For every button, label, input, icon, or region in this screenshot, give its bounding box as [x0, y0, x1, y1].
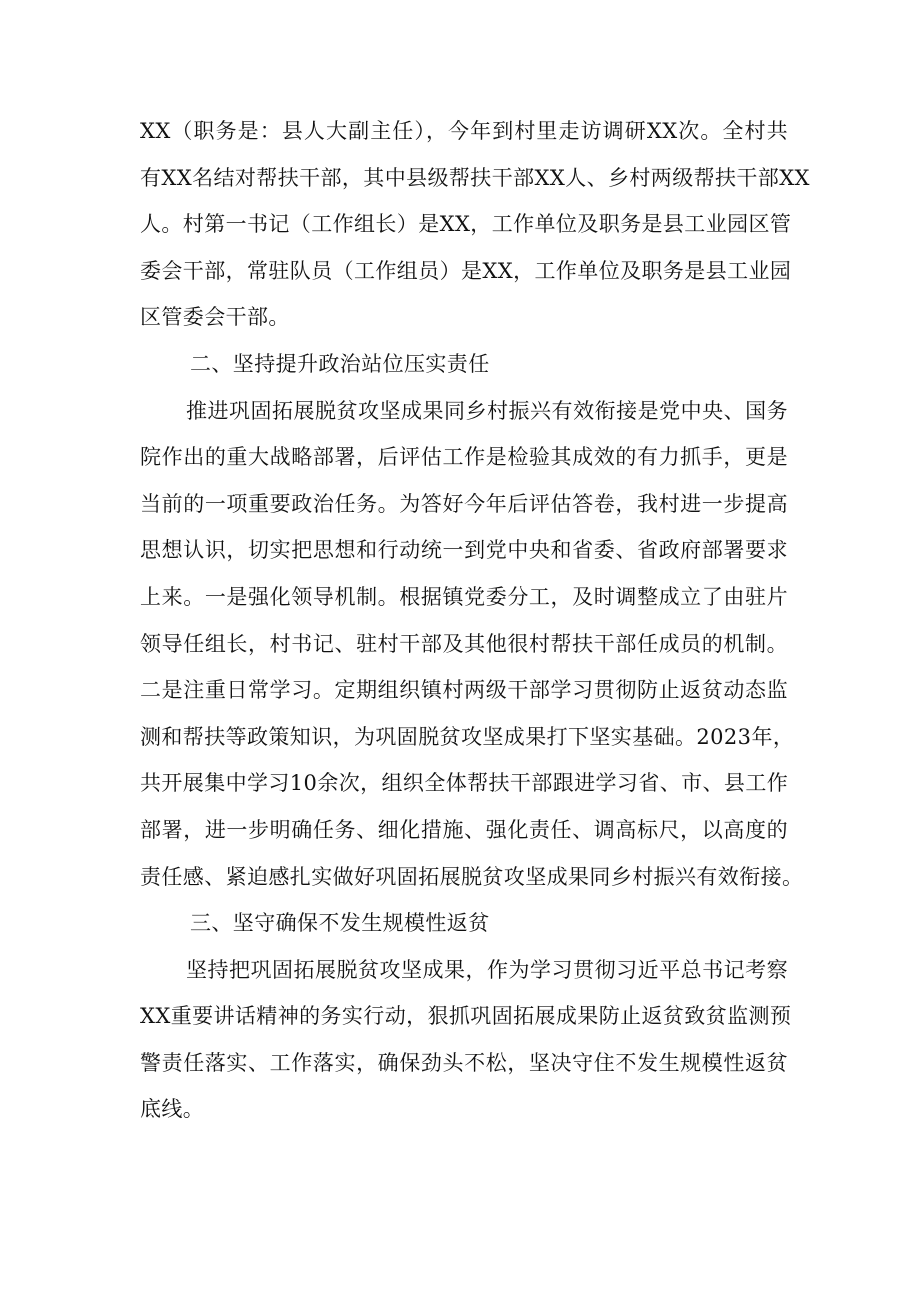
text-line: 测和帮扶等政策知识，为巩固脱贫攻坚成果打下坚实基础。2023年， — [140, 724, 795, 749]
text-line: 院作出的重大战略部署，后评估工作是检验其成效的有力抓手，更是 — [140, 445, 788, 470]
paragraph-2 — [140, 388, 804, 901]
text-line: 区管委会干部。 — [140, 305, 290, 330]
text-line: XX（职务是：县人大副主任），今年到村里走访调研XX次。全村共 — [140, 119, 788, 143]
text-line: 有XX名结对帮扶干部，其中县级帮扶干部XX人、乡村两级帮扶干部XX — [140, 165, 810, 190]
document-page — [140, 108, 810, 1133]
text-line: 坚持把巩固拓展脱贫攻坚成果，作为学习贯彻习近平总书记考察 — [186, 957, 788, 982]
section-heading-3: 三、坚守确保不发生规模性返贫 — [190, 911, 490, 936]
text-line: 思想认识，切实把思想和行动统一到党中央和省委、省政府部署要求 — [140, 538, 788, 563]
text-line: 委会干部，常驻队员（工作组员）是XX，工作单位及职务是县工业园 — [140, 258, 792, 283]
text-line: 二是注重日常学习。定期组织镇村两级干部学习贯彻防止返贫动态监 — [140, 678, 788, 703]
text-line: 推进巩固拓展脱贫攻坚成果同乡村振兴有效衔接是党中央、国务 — [186, 398, 788, 423]
text-line: 部署，进一步明确任务、细化措施、强化责任、调高标尺，以高度的 — [140, 817, 788, 842]
text-line: XX重要讲话精神的务实行动，狠抓巩固拓展成果防止返贫致贫监测预 — [140, 1004, 792, 1029]
text-line: 人。村第一书记（工作组长）是XX，工作单位及职务是县工业园区管 — [140, 212, 792, 237]
paragraph-3 — [140, 947, 792, 1133]
text-line: 警责任落实、工作落实，确保劲头不松，坚决守住不发生规模性返贫 — [140, 1050, 788, 1075]
text-line: 共开展集中学习10余次，组织全体帮扶干部跟进学习省、市、县工作 — [140, 771, 789, 796]
text-line: 领导任组长，村书记、驻村干部及其他很村帮扶干部任成员的机制。 — [140, 631, 788, 656]
text-line: 底线。 — [140, 1097, 205, 1122]
text-line: 当前的一项重要政治任务。为答好今年后评估答卷，我村进一步提高 — [140, 491, 788, 516]
text-line: 上来。一是强化领导机制。根据镇党委分工，及时调整成立了由驻片 — [140, 584, 788, 609]
paragraph-1 — [140, 108, 810, 341]
text-line: 责任感、紧迫感扎实做好巩固拓展脱贫攻坚成果同乡村振兴有效衔接。 — [140, 864, 804, 889]
section-heading-2: 二、坚持提升政治站位压实责任 — [190, 351, 490, 376]
